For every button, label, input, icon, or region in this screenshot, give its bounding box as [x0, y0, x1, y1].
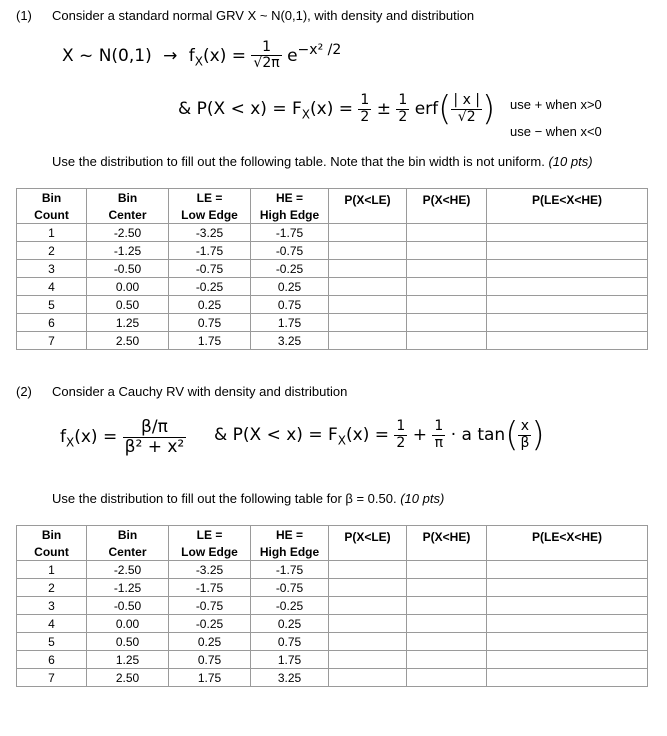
- exp-power: −x² /2: [297, 42, 342, 59]
- cell-high-edge: 1.75: [251, 651, 329, 669]
- cell-center: -0.50: [87, 260, 169, 278]
- cell-p-between-input[interactable]: [487, 242, 648, 260]
- inverse-pi-fraction: [432, 419, 445, 451]
- cell-low-edge: 0.75: [169, 651, 251, 669]
- cell-low-edge: -1.75: [169, 579, 251, 597]
- cell-p-between-input[interactable]: [487, 224, 648, 242]
- cell-low-edge: 1.75: [169, 669, 251, 687]
- col-header-high-edge: High Edge: [251, 543, 329, 561]
- cell-p-he-input[interactable]: [407, 669, 487, 687]
- col-header-count: Count: [17, 206, 87, 224]
- cell-p-le-input[interactable]: [329, 651, 407, 669]
- cell-count: 3: [17, 260, 87, 278]
- cell-p-he-input[interactable]: [407, 615, 487, 633]
- cell-center: -2.50: [87, 561, 169, 579]
- cell-p-he-input[interactable]: [407, 332, 487, 350]
- cell-count: 1: [17, 561, 87, 579]
- cell-p-between-input[interactable]: [487, 615, 648, 633]
- col-header-p-between: P(LE<X<HE): [487, 526, 648, 561]
- cell-low-edge: -0.75: [169, 597, 251, 615]
- density-denominator: √2π: [253, 55, 280, 72]
- cell-low-edge: 0.25: [169, 633, 251, 651]
- normal-distribution-formula: [178, 89, 496, 129]
- half-denominator-2: 2: [398, 108, 408, 125]
- cell-low-edge: 1.75: [169, 332, 251, 350]
- plus-minus: ±: [376, 99, 391, 119]
- erf-numerator: | x |: [453, 92, 481, 109]
- col-header-he: HE =: [251, 526, 329, 544]
- erf-fraction: [451, 93, 482, 125]
- table-row: [17, 314, 648, 332]
- table-row: [17, 633, 648, 651]
- cell-high-edge: -0.25: [251, 597, 329, 615]
- cell-p-between-input[interactable]: [487, 669, 648, 687]
- cauchy-dist-lhs: & P(X < x) = F: [214, 425, 338, 445]
- cell-count: 5: [17, 296, 87, 314]
- cell-p-he-input[interactable]: [407, 314, 487, 332]
- cell-low-edge: -0.25: [169, 615, 251, 633]
- col-header-p-he: P(X<HE): [407, 526, 487, 561]
- arrow-symbol: →: [163, 45, 178, 66]
- cell-p-he-input[interactable]: [407, 278, 487, 296]
- problem-1-intro: Consider a standard normal GRV X ~ N(0,1), with density and distribution: [52, 8, 475, 23]
- cell-p-between-input[interactable]: [487, 561, 648, 579]
- cell-count: 2: [17, 579, 87, 597]
- cell-p-le-input[interactable]: [329, 669, 407, 687]
- inverse-pi-numerator: 1: [434, 418, 444, 435]
- sign-note-minus: use − when x<0: [510, 124, 602, 139]
- cell-p-he-input[interactable]: [407, 579, 487, 597]
- table-row: [17, 296, 648, 314]
- cell-p-le-input[interactable]: [329, 314, 407, 332]
- problem-2-intro: Consider a Cauchy RV with density and distribution: [52, 384, 348, 399]
- erf-label: erf: [414, 99, 439, 119]
- cell-center: 1.25: [87, 651, 169, 669]
- cell-p-between-input[interactable]: [487, 651, 648, 669]
- cell-p-he-input[interactable]: [407, 224, 487, 242]
- atan-numerator: x: [518, 419, 531, 435]
- cell-p-between-input[interactable]: [487, 597, 648, 615]
- cauchy-table: [16, 525, 648, 687]
- cell-count: 6: [17, 651, 87, 669]
- cell-center: 1.25: [87, 314, 169, 332]
- dist-lhs-tail: (x) =: [310, 99, 353, 119]
- cauchy-distribution-formula: [214, 415, 545, 455]
- cell-count: 5: [17, 633, 87, 651]
- half-denominator: 2: [360, 108, 370, 125]
- cell-p-le-input[interactable]: [329, 332, 407, 350]
- cell-center: -1.25: [87, 242, 169, 260]
- cauchy-dist-lhs-subscript: X: [337, 433, 346, 448]
- cell-center: 2.50: [87, 669, 169, 687]
- cell-center: -1.25: [87, 579, 169, 597]
- cauchy-fx-arg: (x) =: [74, 427, 118, 448]
- table-row: [17, 561, 648, 579]
- cell-p-between-input[interactable]: [487, 296, 648, 314]
- atan-right-paren: ): [531, 415, 545, 455]
- cell-p-le-input[interactable]: [329, 260, 407, 278]
- cell-p-he-input[interactable]: [407, 561, 487, 579]
- cell-center: 0.00: [87, 278, 169, 296]
- table-row: [17, 332, 648, 350]
- cell-low-edge: -1.75: [169, 242, 251, 260]
- atan-denominator: β: [520, 434, 530, 451]
- sign-note-plus: use + when x>0: [510, 97, 602, 112]
- table-row: [17, 242, 648, 260]
- half-fraction: [358, 93, 371, 125]
- col-header-p-le: P(X<LE): [329, 189, 407, 224]
- cell-p-le-input[interactable]: [329, 633, 407, 651]
- table-row: [17, 260, 648, 278]
- table-row: [17, 579, 648, 597]
- cell-count: 1: [17, 224, 87, 242]
- header-row-1: [17, 189, 648, 207]
- atan-fraction: [518, 419, 531, 451]
- cell-center: -2.50: [87, 224, 169, 242]
- cell-center: 2.50: [87, 332, 169, 350]
- cauchy-half-numerator: 1: [396, 418, 406, 435]
- table-row: [17, 669, 648, 687]
- cell-high-edge: 0.75: [251, 633, 329, 651]
- cell-high-edge: 0.25: [251, 278, 329, 296]
- dist-lhs-subscript: X: [301, 107, 310, 122]
- cell-p-le-input[interactable]: [329, 224, 407, 242]
- table-row: [17, 651, 648, 669]
- table-row: [17, 224, 648, 242]
- cell-high-edge: 3.25: [251, 669, 329, 687]
- col-header-count: Count: [17, 543, 87, 561]
- half-numerator: 1: [360, 92, 370, 109]
- instruction-text-2: Use the distribution to fill out the following table for β = 0.50.: [52, 491, 397, 506]
- cell-p-between-input[interactable]: [487, 278, 648, 296]
- col-header-he: HE =: [251, 189, 329, 207]
- cell-p-he-input[interactable]: [407, 651, 487, 669]
- cauchy-half-denominator: 2: [396, 434, 406, 451]
- problem-2-instruction: [52, 491, 444, 506]
- cell-p-between-input[interactable]: [487, 579, 648, 597]
- density-numerator: 1: [251, 40, 281, 56]
- cell-count: 3: [17, 597, 87, 615]
- table-row: [17, 278, 648, 296]
- col-header-low-edge: Low Edge: [169, 543, 251, 561]
- erf-denominator: √2: [457, 108, 476, 125]
- cell-p-he-input[interactable]: [407, 260, 487, 278]
- cell-p-le-input[interactable]: [329, 579, 407, 597]
- cell-low-edge: -0.75: [169, 260, 251, 278]
- col-header-p-between: P(LE<X<HE): [487, 189, 648, 224]
- cell-high-edge: 0.75: [251, 296, 329, 314]
- col-header-bin: Bin: [17, 526, 87, 544]
- cell-count: 7: [17, 669, 87, 687]
- density-fraction: [251, 40, 281, 72]
- cell-count: 6: [17, 314, 87, 332]
- cell-high-edge: 3.25: [251, 332, 329, 350]
- exp-base: e: [287, 45, 298, 66]
- cell-low-edge: -3.25: [169, 224, 251, 242]
- cell-p-he-input[interactable]: [407, 242, 487, 260]
- col-header-le: LE =: [169, 526, 251, 544]
- cauchy-density-denominator: β² + x²: [124, 436, 185, 457]
- table-row: [17, 615, 648, 633]
- cell-high-edge: -0.25: [251, 260, 329, 278]
- cell-low-edge: 0.25: [169, 296, 251, 314]
- cell-p-between-input[interactable]: [487, 633, 648, 651]
- cauchy-table-body: [17, 561, 648, 687]
- cauchy-fx-subscript: X: [66, 435, 75, 450]
- density-fx-subscript: X: [194, 54, 204, 69]
- dist-lhs: & P(X < x) = F: [178, 99, 302, 119]
- inverse-pi-denominator: π: [434, 434, 444, 451]
- cell-high-edge: -0.75: [251, 242, 329, 260]
- cell-high-edge: 0.25: [251, 615, 329, 633]
- cell-p-he-input[interactable]: [407, 597, 487, 615]
- cell-p-le-input[interactable]: [329, 597, 407, 615]
- col-header-bin: Bin: [17, 189, 87, 207]
- points-label-2: (10 pts): [400, 491, 445, 506]
- col-header-low-edge: Low Edge: [169, 206, 251, 224]
- table-row: [17, 597, 648, 615]
- cell-count: 4: [17, 615, 87, 633]
- col-header-center: Center: [87, 543, 169, 561]
- cell-low-edge: -3.25: [169, 561, 251, 579]
- plus-symbol: +: [412, 425, 427, 445]
- cell-high-edge: -1.75: [251, 224, 329, 242]
- cell-p-le-input[interactable]: [329, 615, 407, 633]
- half-numerator-2: 1: [398, 92, 408, 109]
- col-header-bin-center: Bin: [87, 526, 169, 544]
- cell-high-edge: -0.75: [251, 579, 329, 597]
- cauchy-fx: f: [60, 427, 66, 448]
- problem-1-instruction: [52, 154, 593, 169]
- header-row-1: [17, 526, 648, 544]
- col-header-le: LE =: [169, 189, 251, 207]
- atan-left-paren: (: [505, 415, 519, 455]
- col-header-p-le: P(X<LE): [329, 526, 407, 561]
- cell-p-le-input[interactable]: [329, 296, 407, 314]
- density-fx-arg: (x) =: [203, 45, 246, 66]
- cell-p-le-input[interactable]: [329, 561, 407, 579]
- atan-label: · a tan: [450, 425, 506, 445]
- col-header-p-he: P(X<HE): [407, 189, 487, 224]
- normal-density-formula: [62, 40, 341, 72]
- cell-count: 2: [17, 242, 87, 260]
- cell-p-between-input[interactable]: [487, 332, 648, 350]
- cell-p-between-input[interactable]: [487, 314, 648, 332]
- cell-count: 4: [17, 278, 87, 296]
- problem-1-number: (1): [16, 8, 32, 23]
- cell-center: 0.50: [87, 296, 169, 314]
- cauchy-density-formula: [60, 418, 186, 456]
- cell-p-between-input[interactable]: [487, 260, 648, 278]
- points-label: (10 pts): [548, 154, 593, 169]
- normal-table-body: [17, 224, 648, 350]
- cell-p-he-input[interactable]: [407, 296, 487, 314]
- normal-table: [16, 188, 648, 350]
- density-lhs: X ~ N(0,1): [62, 45, 152, 66]
- cell-low-edge: -0.25: [169, 278, 251, 296]
- density-fx: f: [188, 45, 195, 66]
- col-header-center: Center: [87, 206, 169, 224]
- cell-p-le-input[interactable]: [329, 278, 407, 296]
- cauchy-half-fraction: [394, 419, 407, 451]
- instruction-text: Use the distribution to fill out the following table. Note that the bin width is not uniform.: [52, 154, 545, 169]
- problem-2-number: (2): [16, 384, 32, 399]
- col-header-high-edge: High Edge: [251, 206, 329, 224]
- cell-center: 0.50: [87, 633, 169, 651]
- cell-count: 7: [17, 332, 87, 350]
- cell-center: -0.50: [87, 597, 169, 615]
- cauchy-dist-lhs-tail: (x) =: [346, 425, 389, 445]
- cell-high-edge: -1.75: [251, 561, 329, 579]
- cell-p-le-input[interactable]: [329, 242, 407, 260]
- right-paren: ): [482, 89, 496, 129]
- cauchy-density-numerator: β/π: [123, 418, 187, 438]
- half-fraction-2: [396, 93, 409, 125]
- cell-center: 0.00: [87, 615, 169, 633]
- left-paren: (: [438, 89, 452, 129]
- cauchy-density-fraction: [123, 418, 187, 456]
- cell-high-edge: 1.75: [251, 314, 329, 332]
- cell-p-he-input[interactable]: [407, 633, 487, 651]
- col-header-bin-center: Bin: [87, 189, 169, 207]
- cell-low-edge: 0.75: [169, 314, 251, 332]
